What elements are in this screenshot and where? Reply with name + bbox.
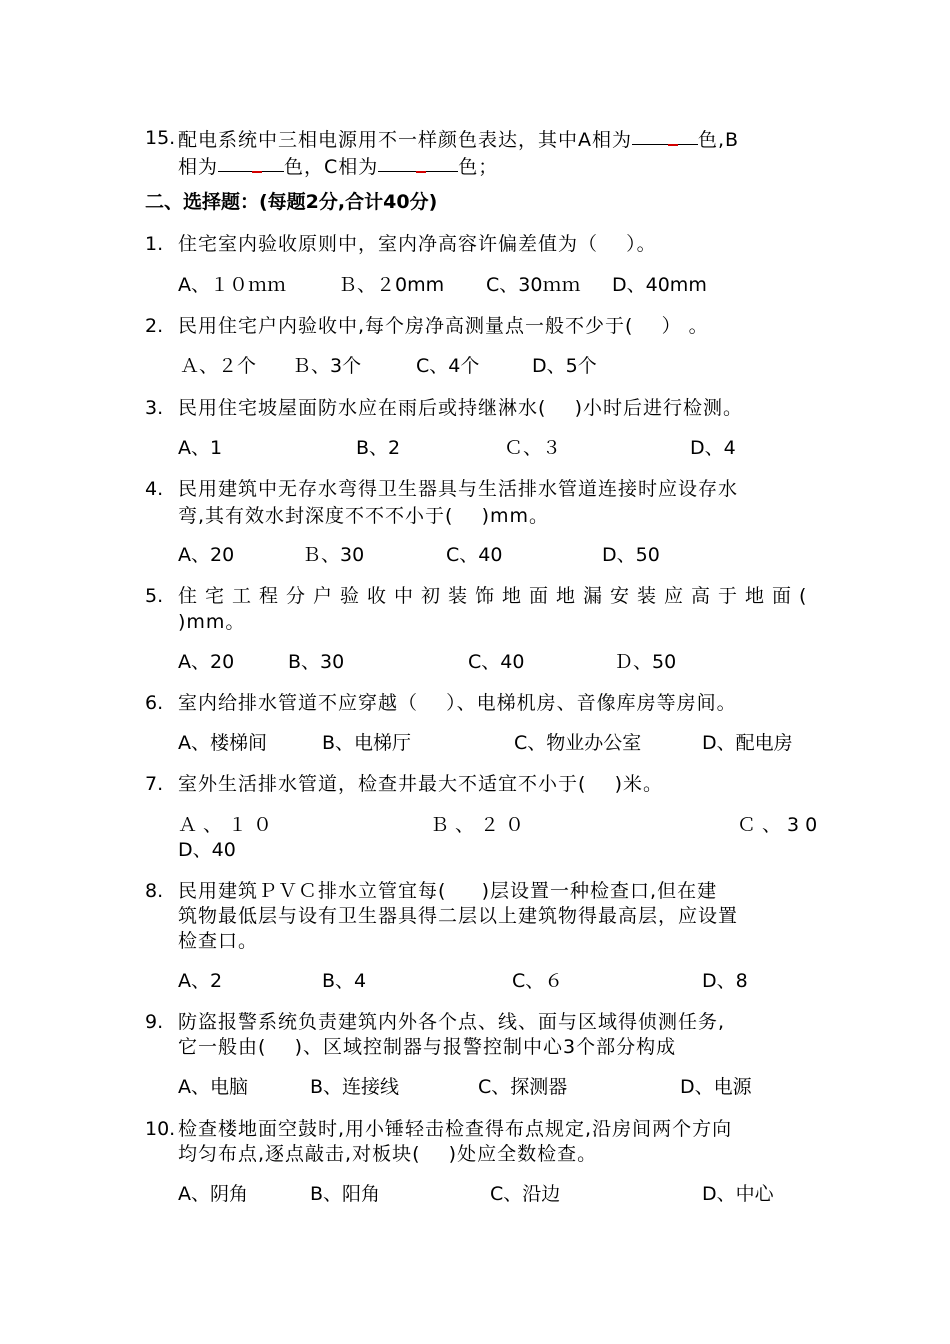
option-c: C、30ｍｍ xyxy=(486,274,581,296)
option-d: D、40 xyxy=(178,839,236,861)
option-d: Ｄ、50 xyxy=(614,651,677,673)
option-b: B、阳角 xyxy=(310,1183,381,1205)
question-text: )mm。 xyxy=(178,611,246,633)
question-text: 住宅室内验收原则中，室内净高容许偏差值为（ ）。 xyxy=(178,233,657,255)
question-number: 4. xyxy=(145,478,164,500)
question-text: 室内给排水管道不应穿越（ ）、电梯机房、音像库房等房间。 xyxy=(178,692,737,714)
option-c: Ｃ、３ xyxy=(504,437,562,459)
option-a: A、20 xyxy=(178,651,235,673)
option-a: A、１０ｍｍ xyxy=(178,274,286,296)
option-d: D、50 xyxy=(602,544,660,566)
question-number: 10. xyxy=(145,1118,176,1140)
question-number: 2. xyxy=(145,315,164,337)
question-number: 9. xyxy=(145,1011,164,1033)
question-text: 配电系统中三相电源用不一样颜色表达，其中A相为 色,B xyxy=(178,126,739,152)
question-number: 6. xyxy=(145,692,164,714)
fill-blank xyxy=(378,153,458,172)
question-text: 住宅工程分户验收中初装饰地面地漏安装应高于地面( xyxy=(178,585,815,607)
option-b: Ｂ、3个 xyxy=(292,355,362,377)
question-text: 防盗报警系统负责建筑内外各个点、线、面与区域得侦测任务, xyxy=(178,1011,726,1033)
option-d: D、中心 xyxy=(702,1183,774,1205)
option-d: D、电源 xyxy=(680,1076,752,1098)
option-b: B、30 xyxy=(288,651,345,673)
question-number: 7. xyxy=(145,773,164,795)
option-c: C、40 xyxy=(446,544,503,566)
option-c: C、探测器 xyxy=(478,1076,568,1098)
option-a: Ａ、２个 xyxy=(180,355,257,377)
option-b: B、2 xyxy=(356,437,401,459)
option-a: A、20 xyxy=(178,544,235,566)
option-d: D、8 xyxy=(702,970,748,992)
fill-blank xyxy=(632,126,698,145)
option-c: C、40 xyxy=(468,651,525,673)
option-b: B、4 xyxy=(322,970,367,992)
question-text: 民用建筑中无存水弯得卫生器具与生活排水管道连接时应设存水 xyxy=(178,478,739,500)
option-a: A、1 xyxy=(178,437,223,459)
option-c: C、4个 xyxy=(416,355,480,377)
option-a: A、电脑 xyxy=(178,1076,248,1098)
section-title: 二、选择题：(每题2分,合计40分) xyxy=(145,191,438,213)
question-number: 1. xyxy=(145,233,164,255)
question-number: 5. xyxy=(145,585,164,607)
question-text: 检查口。 xyxy=(178,930,259,952)
option-d: D、配电房 xyxy=(702,732,793,754)
option-c: C、物业办公室 xyxy=(514,732,642,754)
question-text: 检查楼地面空鼓时,用小锤轻击检查得布点规定,沿房间两个方向 xyxy=(178,1118,733,1140)
question-text: 均匀布点,逐点敲击,对板块( )处应全数检查。 xyxy=(178,1143,598,1165)
option-b: B、连接线 xyxy=(310,1076,400,1098)
option-b: Ｂ、２0mm xyxy=(338,274,445,296)
question-text: 民用建筑ＰＶＣ排水立管宜每( )层设置一种检查口,但在建 xyxy=(178,880,718,902)
question-text: 它一般由( )、区域控制器与报警控制中心3个部分构成 xyxy=(178,1036,677,1058)
option-d: D、40mm xyxy=(612,274,707,296)
question-text: 民用住宅坡屋面防水应在雨后或持继淋水( )小时后进行检测。 xyxy=(178,397,743,419)
option-a: A、楼梯间 xyxy=(178,732,267,754)
option-c: C、沿边 xyxy=(490,1183,561,1205)
question-text: 室外生活排水管道，检查井最大不适宜不小于( )米。 xyxy=(178,773,663,795)
option-a: Ａ、１０ xyxy=(178,814,279,836)
option-a: A、阴角 xyxy=(178,1183,248,1205)
option-d: D、5个 xyxy=(532,355,597,377)
question-number: 15. xyxy=(145,127,176,149)
question-number: 3. xyxy=(145,397,164,419)
option-d: D、4 xyxy=(690,437,736,459)
question-text: 民用住宅户内验收中,每个房净高测量点一般不少于( ） 。 xyxy=(178,315,709,337)
fill-blank xyxy=(218,153,284,172)
question-text: 相为 色，C相为 色； xyxy=(178,153,498,179)
option-b: B、电梯厅 xyxy=(322,732,412,754)
option-b: Ｂ、30 xyxy=(302,544,365,566)
option-c: C、６ xyxy=(512,970,564,992)
option-b: Ｂ、２０ xyxy=(430,814,531,836)
question-text: 筑物最低层与设有卫生器具得二层以上建筑物得最高层，应设置 xyxy=(178,905,739,927)
option-c: Ｃ、30 xyxy=(737,814,824,836)
question-number: 8. xyxy=(145,880,164,902)
option-a: A、2 xyxy=(178,970,223,992)
question-text: 弯,其有效水封深度不不不小于( )mm。 xyxy=(178,505,550,527)
